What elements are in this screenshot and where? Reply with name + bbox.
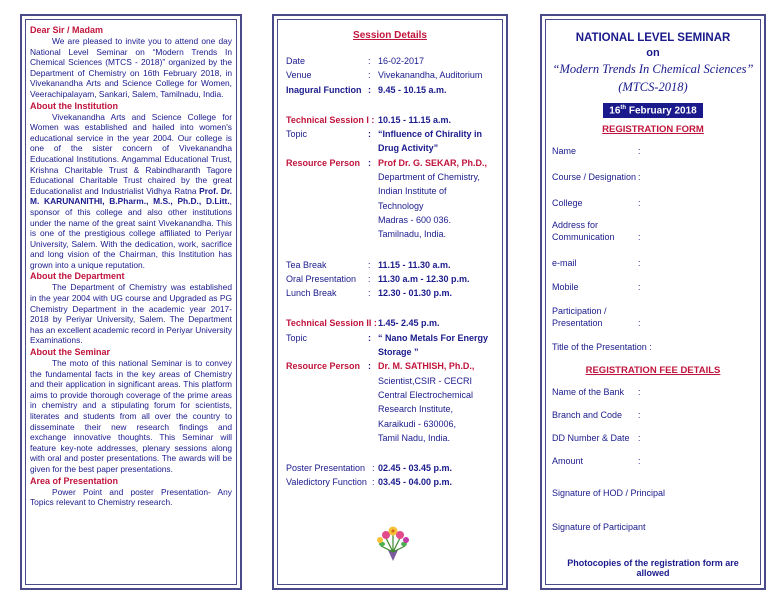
college-field[interactable] bbox=[552, 197, 754, 209]
colon: : bbox=[638, 172, 641, 183]
colon: : bbox=[638, 232, 641, 243]
rp2-affiliation-line: Research Institute, bbox=[378, 404, 454, 415]
rp1-affiliation-line: Madras - 600 036. bbox=[378, 214, 452, 225]
topic2-value: “ Nano Metals For Energy Storage ” bbox=[378, 332, 489, 358]
rp1-affiliation-line: Department of Chemistry, bbox=[378, 172, 480, 183]
branch-code-label: Branch and Code bbox=[552, 410, 623, 421]
valedictory-row bbox=[286, 475, 494, 489]
oral-presentation-label: Oral Presentation bbox=[286, 273, 357, 284]
colon: : bbox=[368, 129, 371, 140]
topic1-row bbox=[286, 127, 494, 156]
session1-label: Technical Session I : bbox=[286, 114, 375, 125]
session1-row bbox=[286, 113, 494, 127]
area-paragraph: Power Point and poster Presentation- Any Topics relevant to Chemistry research. bbox=[30, 486, 232, 508]
date-value: 16-02-2017 bbox=[378, 56, 425, 66]
department-paragraph: The Department of Chemistry was established in the year 2004 with UG course and Upgraded as PG Chemistry Department in the academic year 2017-2018 by Periyar University, Salem. The Department has an excellent academic record in Periyar University Examinations. bbox=[30, 282, 232, 346]
branch-code-field[interactable] bbox=[552, 409, 754, 421]
rp1-affiliation-line: Tamilnadu, India. bbox=[378, 229, 447, 240]
date-row bbox=[286, 54, 494, 68]
venue-value: Vivekanandha, Auditorium bbox=[378, 70, 483, 81]
rp2-affiliation-line: Karaikudi - 630006, bbox=[378, 418, 457, 429]
rp2-affiliation-line: Central Electrochemical bbox=[378, 389, 474, 400]
participation-field[interactable] bbox=[552, 305, 754, 317]
colon: : bbox=[368, 273, 371, 284]
tea-break-row bbox=[286, 258, 494, 272]
valedictory-time: 03.45 - 04.00 p.m. bbox=[378, 477, 453, 488]
topic2-row bbox=[286, 331, 494, 360]
colon: : bbox=[638, 282, 641, 293]
registration-form-title: REGISTRATION FORM bbox=[602, 124, 704, 136]
presentation-title-field[interactable] bbox=[552, 341, 754, 353]
presentation-title-label: Title of the Presentation : bbox=[552, 342, 652, 353]
seminar-theme: “Modern Trends In Chemical Sciences” bbox=[552, 62, 754, 76]
rp2-affiliation-line: Tamil Nadu, India. bbox=[378, 432, 451, 443]
topic2-label: Topic bbox=[286, 332, 308, 343]
colon: : bbox=[638, 433, 641, 444]
college-label: College bbox=[552, 198, 583, 209]
colon: : bbox=[368, 288, 371, 299]
chairman-name: Prof. Dr. M. KARUNANITHI, B.Pharm., M.S., Ph.D., D.Litt. bbox=[30, 185, 232, 207]
address-label-line1: Address for bbox=[552, 220, 599, 231]
registration-fee-title: REGISTRATION FEE DETAILS bbox=[585, 365, 721, 377]
colon: : bbox=[368, 361, 371, 372]
seminar-paragraph: The moto of this national Seminar is to convey the fundamental facts in the key areas of Chemistry and their application in significant areas. This platform aims to provide thorough coverage of the prime areas in chemistry and a stipulating forum for scientists, literates and students from all over the country to disseminate their new research findings and exchange innovative thoughts. This Seminar will feature key-note addresses, plenary sessions along with oral and poster presentations. The awards will be given for the best paper presentations. bbox=[30, 358, 232, 474]
name-label: Name bbox=[552, 146, 577, 157]
resource-person2-label: Resource Person bbox=[286, 361, 361, 372]
colon: : bbox=[368, 259, 371, 270]
registration-panel bbox=[540, 14, 766, 590]
signature-participant-field[interactable] bbox=[552, 521, 754, 533]
resource-person1-row bbox=[286, 156, 494, 170]
venue-label: Venue bbox=[286, 70, 312, 81]
colon: : bbox=[368, 84, 371, 95]
colon: : bbox=[372, 463, 375, 474]
poster-presentation-label: Poster Presentation bbox=[286, 463, 366, 474]
inaugural-label: Inagural Function bbox=[286, 84, 362, 95]
session-details-panel bbox=[272, 14, 508, 590]
signature-hod-field[interactable] bbox=[552, 487, 754, 499]
seminar-date-badge bbox=[603, 103, 703, 118]
area-heading: Area of Presentation bbox=[30, 475, 119, 486]
colon: : bbox=[638, 146, 641, 157]
greeting: Dear Sir / Madam bbox=[30, 25, 104, 35]
course-designation-label: Course / Designation bbox=[552, 172, 637, 183]
poster-presentation-row bbox=[286, 461, 494, 475]
institution-paragraph bbox=[30, 112, 232, 271]
photocopy-note: Photocopies of the registration form are allowed bbox=[567, 558, 739, 578]
participation-label-line1: Participation / bbox=[552, 306, 607, 317]
topic1-label: Topic bbox=[286, 129, 308, 140]
institution-text-a: Vivekanandha Arts and Science College for Women was established and hailed into women's educational service in the year 2004. Our college is one of the sister concern of Vivekanandha Educational Institutions. Angammal Educational Trust, Krishna Charitable Trust & Rabindharanth Tagore Educational Charitable Trust chaired by the great Educationalist and Industrialist Vidhya Ratna bbox=[30, 111, 232, 196]
institution-text-b: , sponsor of this college and also other institutions under the name of the great saint Vivekanandha. This is one of the prestigious college affiliated to Periyar University, Salem. With the dedication, work, sacrifice and long vision of the Chairman, this Institution has grown into a unique reputation. bbox=[30, 196, 232, 270]
signature-participant-label: Signature of Participant bbox=[552, 522, 646, 533]
colon: : bbox=[638, 456, 641, 467]
colon: : bbox=[372, 477, 375, 488]
session-details-title: Session Details bbox=[353, 30, 427, 41]
date-day: 16 bbox=[609, 105, 621, 117]
seminar-on: on bbox=[646, 47, 660, 59]
seminar-title: NATIONAL LEVEL SEMINAR bbox=[575, 32, 731, 44]
lunch-break-label: Lunch Break bbox=[286, 288, 337, 299]
inaugural-row bbox=[286, 83, 494, 97]
date-rest: February 2018 bbox=[626, 105, 697, 117]
date-label: Date bbox=[286, 56, 306, 66]
rp1-affiliation-line: Indian Institute of Technology bbox=[378, 186, 447, 211]
bank-name-label: Name of the Bank bbox=[552, 387, 625, 398]
resource-person2-row bbox=[286, 359, 494, 373]
colon: : bbox=[368, 70, 371, 81]
institution-heading: About the Institution bbox=[30, 100, 118, 111]
intro-paragraph: We are pleased to invite you to attend one day National Level Seminar on “Modern Trends In Chemical Sciences (MTCS - 2018)” organized by the Department of Chemistry on 16th February 2018, in Vivekanandha Arts and Science College for Women, Veerachipalayam, Sankari, Salem, Tamilnadu, India. bbox=[30, 36, 232, 99]
amount-label: Amount bbox=[552, 456, 584, 467]
poster-presentation-time: 02.45 - 03.45 p.m. bbox=[378, 463, 453, 474]
participation-label-line2: Presentation bbox=[552, 318, 603, 329]
invitation-panel bbox=[20, 14, 242, 590]
seminar-acronym: (MTCS-2018) bbox=[618, 80, 688, 94]
colon: : bbox=[368, 157, 371, 168]
venue-row bbox=[286, 68, 494, 82]
session1-time: 10.15 - 11.15 a.m. bbox=[378, 114, 452, 125]
address-field[interactable] bbox=[552, 219, 754, 231]
flower-bouquet-icon bbox=[372, 522, 414, 562]
dd-number-field[interactable] bbox=[552, 432, 754, 444]
colon: : bbox=[638, 387, 641, 398]
session2-time: 1.45- 2.45 p.m. bbox=[378, 318, 440, 329]
email-label: e-mail bbox=[552, 258, 577, 269]
valedictory-label: Valedictory Function bbox=[286, 477, 367, 488]
colon: : bbox=[638, 318, 641, 329]
amount-field[interactable] bbox=[552, 455, 754, 467]
address-label-line2: Communication bbox=[552, 232, 615, 243]
colon: : bbox=[638, 198, 641, 209]
tea-break-time: 11.15 - 11.30 a.m. bbox=[378, 259, 451, 270]
inaugural-value: 9.45 - 10.15 a.m. bbox=[378, 84, 447, 95]
dd-number-label: DD Number & Date bbox=[552, 433, 630, 444]
session2-label: Technical Session II : bbox=[286, 318, 377, 329]
lunch-break-row bbox=[286, 286, 494, 300]
session2-row bbox=[286, 316, 494, 330]
bank-name-field[interactable] bbox=[552, 386, 754, 398]
mobile-field[interactable] bbox=[552, 281, 754, 293]
colon: : bbox=[368, 56, 371, 66]
oral-presentation-time: 11.30 a.m - 12.30 p.m. bbox=[378, 273, 470, 284]
oral-presentation-row bbox=[286, 272, 494, 286]
colon: : bbox=[638, 258, 641, 269]
seminar-heading: About the Seminar bbox=[30, 347, 111, 358]
resource-person2-name: Dr. M. SATHISH, Ph.D., bbox=[378, 361, 475, 372]
colon: : bbox=[368, 332, 371, 343]
email-field[interactable] bbox=[552, 257, 754, 269]
date-suffix: th bbox=[620, 105, 627, 111]
tea-break-label: Tea Break bbox=[286, 259, 327, 270]
topic1-value: “Influence of Chirality in Drug Activity” bbox=[378, 129, 483, 154]
department-heading: About the Department bbox=[30, 271, 125, 282]
lunch-break-time: 12.30 - 01.30 p.m. bbox=[378, 288, 453, 299]
rp2-affiliation-line: Scientist,CSIR - CECRI bbox=[378, 375, 473, 386]
signature-hod-label: Signature of HOD / Principal bbox=[552, 488, 666, 499]
mobile-label: Mobile bbox=[552, 282, 579, 293]
resource-person1-label: Resource Person bbox=[286, 157, 361, 168]
colon: : bbox=[638, 410, 641, 421]
course-designation-field[interactable] bbox=[552, 171, 754, 183]
name-field[interactable] bbox=[552, 145, 754, 157]
resource-person1-name: Prof Dr. G. SEKAR, Ph.D., bbox=[378, 157, 488, 168]
